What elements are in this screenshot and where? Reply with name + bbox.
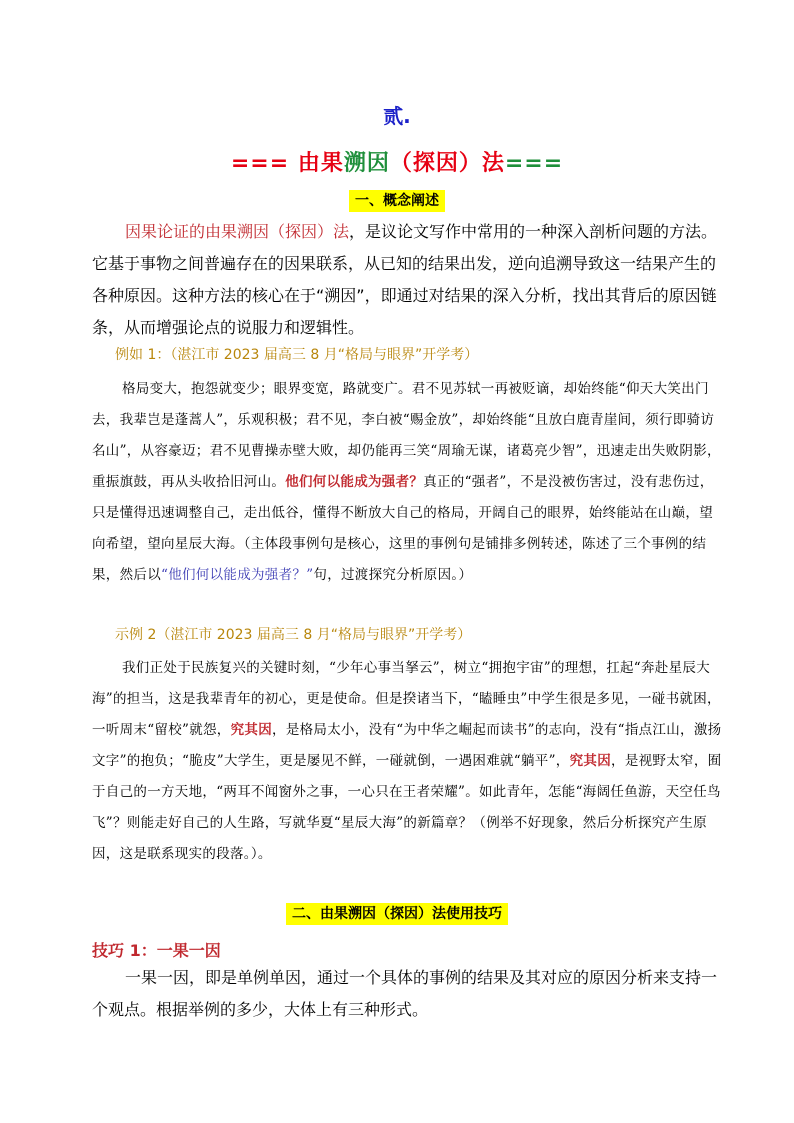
skill-1-title: 技巧 1：一果一因 [92,941,221,960]
section-heading-2-label: 二、由果溯因（探因）法使用技巧 [286,903,508,925]
title-left-marks: === [230,151,290,176]
skill-1-paragraph: 一果一因，即是单例单因，通过一个具体的事例的结果及其对应的原因分析来支持一个观点。根据举例的多少，大体上有三种形式。 [92,968,718,1019]
section-number: 贰. [383,104,411,128]
example-1-question: 他们何以能成为强者？ [285,474,424,490]
title-part-1: 由果 [297,151,344,176]
example-1-heading: 例如 1：（湛江市 2023 届高三 8 月“格局与眼界”开学考） [115,347,479,363]
example-2-key-2: 究其因 [569,753,612,769]
page-title [0,146,794,177]
section-heading-1-label: 一、概念阐述 [349,190,445,212]
intro-paragraph [92,216,722,344]
intro-highlight: 因果论证的由果溯因（探因）法 [125,222,350,241]
example-2-text-b: ，是格局太小，没有“为中华之崛起而读书”的志向，没有“指点江山，激扬文字”的抱负；“脆皮”大学生，更是屡见不鲜，一碰就倒，一遇困难就“躺平”， [92,722,722,769]
title-part-2: 溯因 [343,151,390,176]
intro-text: ，是议论文写作中常用的一种深入剖析问题的方法。它基于事物之间普遍存在的因果联系，从已知的结果出发，逆向追溯导致这一结果产生的各种原因。这种方法的核心在于“溯因”，即通过对结果的深入分析，找出其背后的原因链条，从而增强论点的说服力和逻辑性。 [92,222,718,337]
section-heading-2 [0,903,794,925]
section-heading-1 [0,190,794,212]
example-2-key-1: 究其因 [230,722,273,738]
example-2-body [92,653,722,870]
example-1-text-b: 真正的“强者”，不是没被伤害过，没有悲伤过，只是懂得迅速调整自己，走出低谷，懂得不断放大自己的格局，开阔自己的眼界，始终能站在山巅，望向希望，望向星辰大海。（主体段事例句是核心，这里的事例句是铺排多例转述，陈述了三个事例的结果，然后以 [92,474,714,583]
title-part-3: （探因）法 [389,151,505,176]
example-1-text-a: 格局变大，抱怨就变少；眼界变宽，路就变广。君不见苏轼一再被贬谪，却始终能“仰天大笑出门去，我辈岂是蓬蒿人”，乐观积极；君不见，李白被“赐金放”，却始终能“且放白鹿青崖间，须行即骑访名山”，从容豪迈；君不见曹操赤壁大败，却仍能再三笑“周瑜无谋，诸葛亮少智”，迅速走出失败阴影，重振旗鼓，再从头收拾旧河山。 [92,381,721,490]
example-2-heading: 示例 2（湛江市 2023 届高三 8 月“格局与眼界”开学考） [115,627,472,643]
example-2-text-a: 我们正处于民族复兴的关键时刻，“少年心事当拏云”，树立“拥抱宇宙”的理想，扛起“奔赴星辰大海”的担当，这是我辈青年的初心，更是使命。但是揆诸当下，“瞌睡虫”中学生很是多见，一碰书就困，一听周末“留校”就怨， [92,660,721,738]
example-1-text-c: 句，过渡探究分析原因。） [313,567,473,583]
example-1-quote: “他们何以能成为强者？” [161,567,314,583]
example-2-text-c: ，是视野太窄，囿于自己的一方天地，“两耳不闻窗外之事，一心只在王者荣耀”。如此青年，怎能“海阔任鱼游，天空任鸟飞”？则能走好自己的人生路，写就华夏“星辰大海”的新篇章？（例举不好现象，然后分析探究产生原因，这是联系现实的段落。）。 [92,753,722,862]
title-right-marks: === [504,151,564,176]
example-1-body [92,374,722,591]
